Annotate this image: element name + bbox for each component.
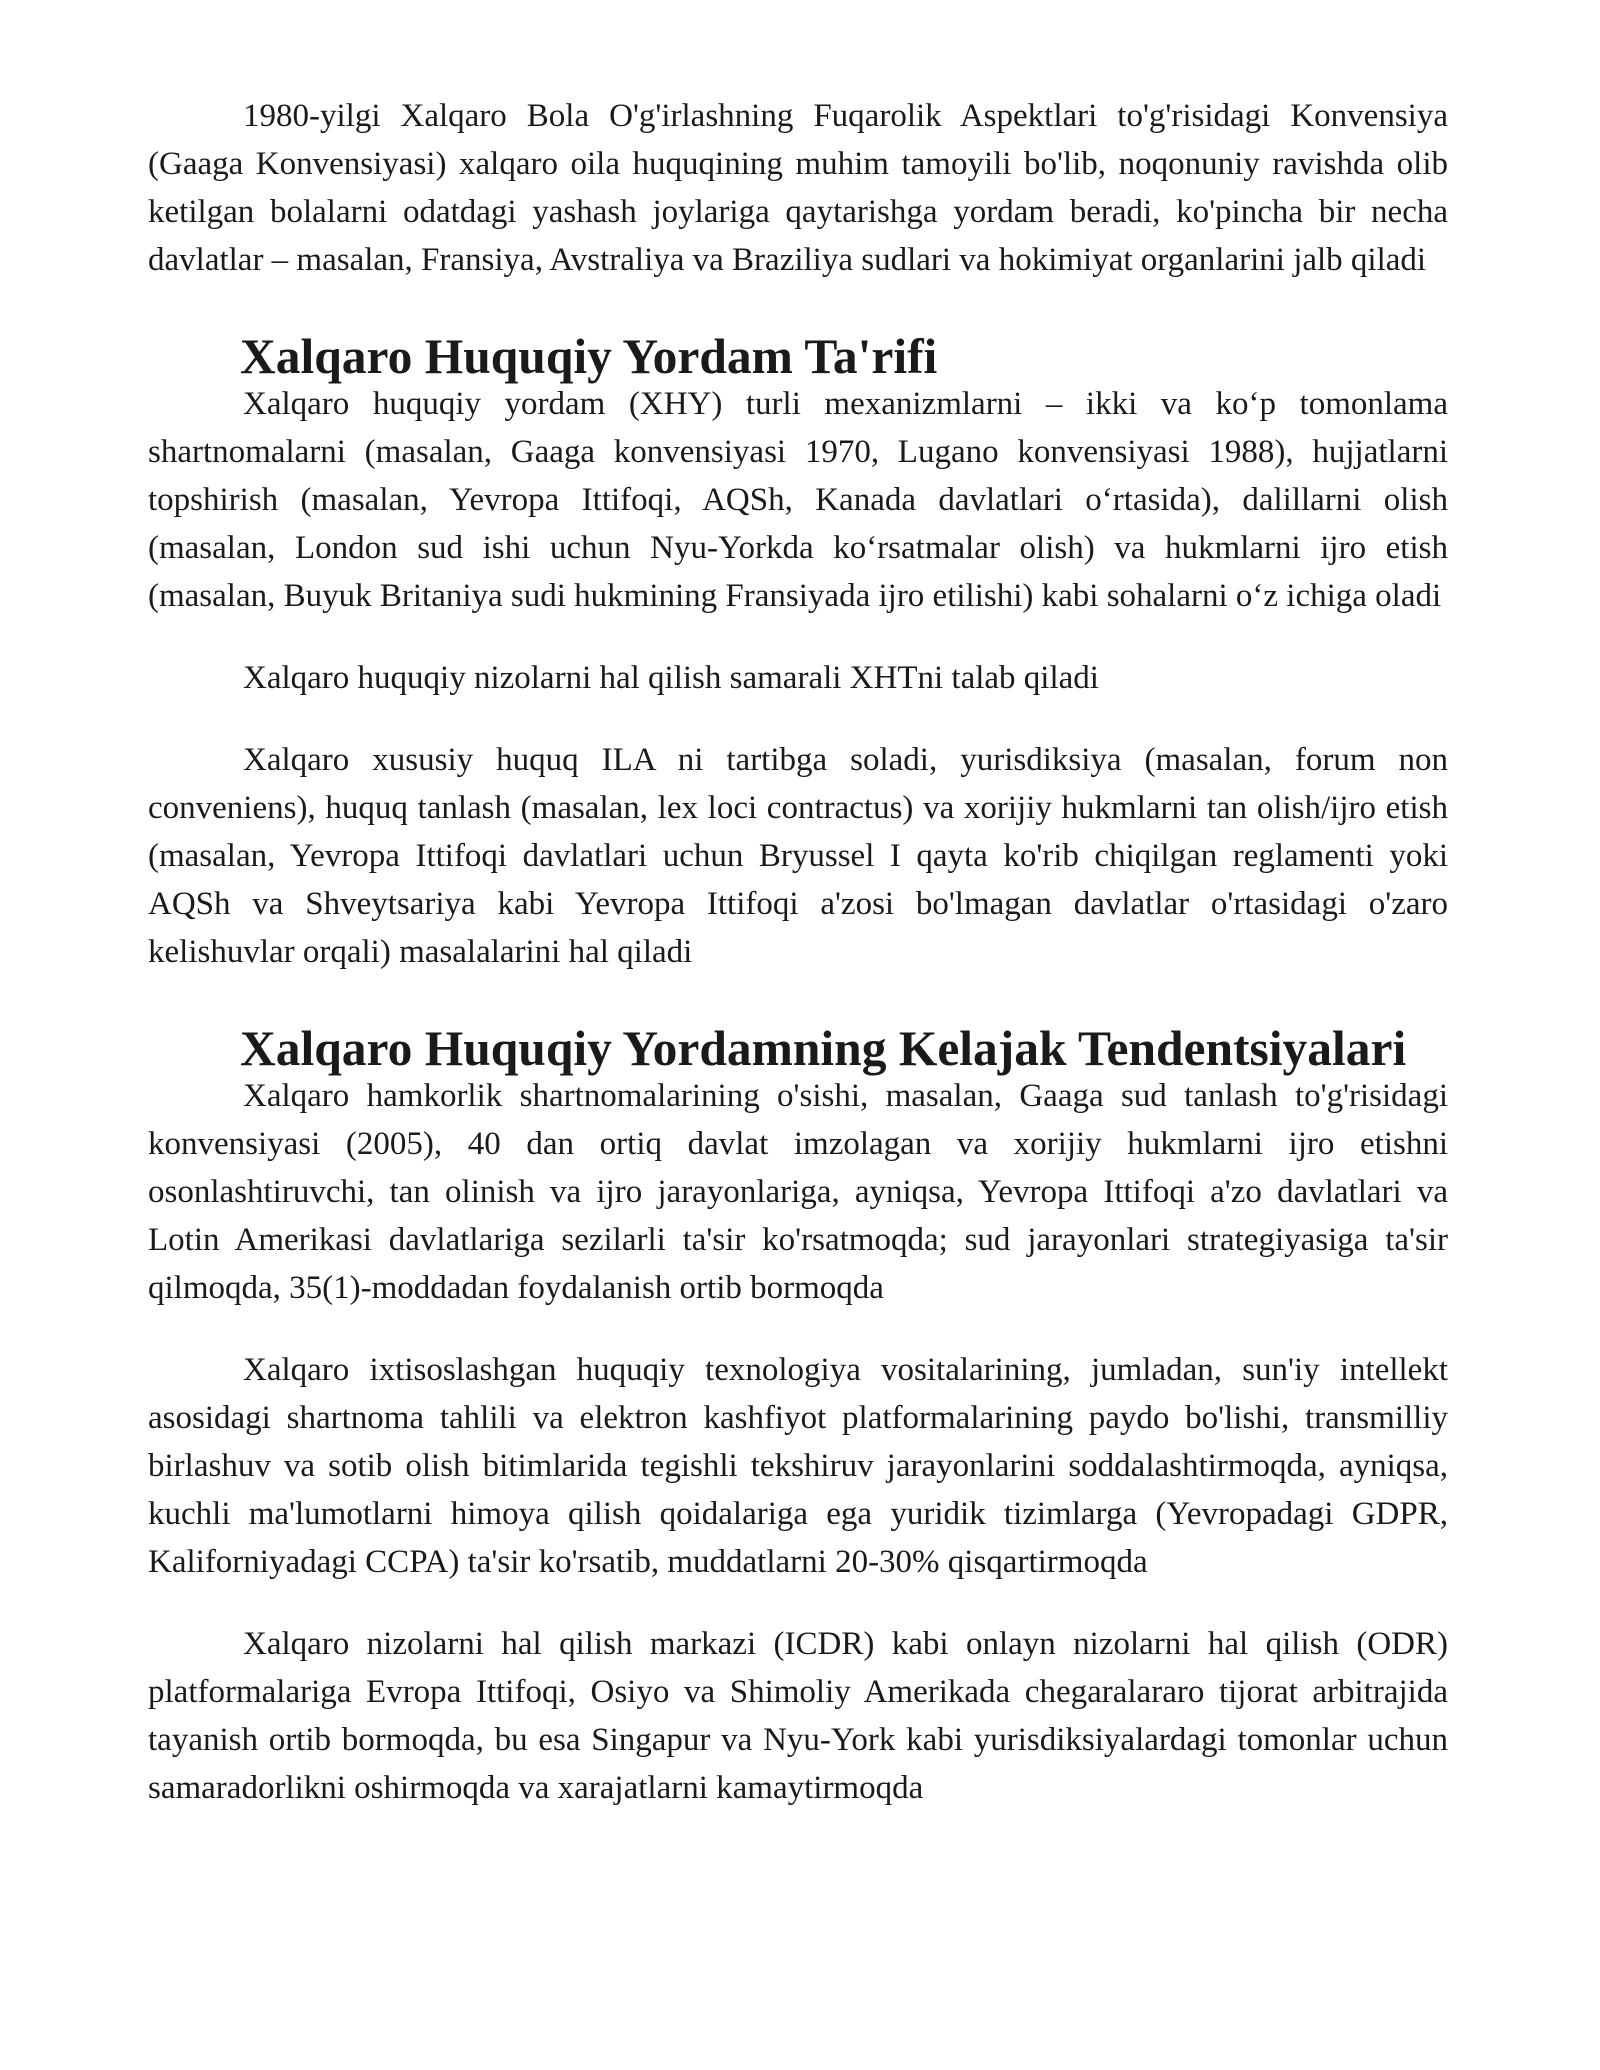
paragraph-cooperation-treaties: Xalqaro hamkorlik shartnomalarining o'sishi, masalan, Gaaga sud tanlash to'g'risidagi konvensiyasi (2005), 40 dan ortiq davlat imzolagan va xorijiy hukmlarni ijro etishni osonlashtiruvchi, tan olinish va ijro jarayonlariga, ayniqsa, Yevropa Ittifoqi a'zo davlatlari va Lotin Amerikasi davlatlariga sezilarli ta'sir ko'rsatmoqda; sud jarayonlari strategiyasiga ta'sir qilmoqda, 35(1)-moddadan foydalanish ortib bormoqda [148,1078,1448,1306]
paragraph-dispute-resolution: Xalqaro huquqiy nizolarni hal qilish samarali XHTni talab qiladi [243,660,1099,696]
heading-future-trends: Xalqaro Huquqiy Yordamning Kelajak Tendentsiyalari [240,1021,1407,1076]
paragraph-legal-assistance-mechanisms: Xalqaro huquqiy yordam (XHY) turli mexanizmlarni – ikki va ko‘p tomonlama shartnomalarni (masalan, Gaaga konvensiyasi 1970, Lugano konvensiyasi 1988), hujjatlarni topshirish (masalan, Yevropa Ittifoqi, AQSh, Kanada davlatlari o‘rtasida), dalillarni olish (masalan, London sud ishi uchun Nyu-Yorkda ko‘rsatmalar olish) va hukmlarni ijro etish (masalan, Buyuk Britaniya sudi hukmining Fransiyada ijro etilishi) kabi sohalarni o‘z ichiga oladi [148,386,1448,614]
paragraph-hague-child-abduction: 1980-yilgi Xalqaro Bola O'g'irlashning Fuqarolik Aspektlari to'g'risidagi Konvensiya (Gaaga Konvensiyasi) xalqaro oila huquqining muhim tamoyili bo'lib, noqonuniy ravishda olib ketilgan bolalarni odatdagi yashash joylariga qaytarishga yordam beradi, ko'pincha bir necha davlatlar – masalan, Fransiya, Avstraliya va Braziliya sudlari va hokimiyat organlarini jalb qiladi [148,98,1448,278]
paragraph-legal-technology: Xalqaro ixtisoslashgan huquqiy texnologiya vositalarining, jumladan, sun'iy intellekt asosidagi shartnoma tahlili va elektron kashfiyot platformalarining paydo bo'lishi, transmilliy birlashuv va sotib olish bitimlarida tegishli tekshiruv jarayonlarini soddalashtirmoqda, ayniqsa, kuchli ma'lumotlarni himoya qilish qoidalariga ega yuridik tizimlarga (Yevropadagi GDPR, Kaliforniyadagi CCPA) ta'sir ko'rsatib, muddatlarni 20-30% qisqartirmoqda [148,1352,1448,1580]
paragraph-private-international-law: Xalqaro xususiy huquq ILA ni tartibga soladi, yurisdiksiya (masalan, forum non conveniens), huquq tanlash (masalan, lex loci contractus) va xorijiy hukmlarni tan olish/ijro etish (masalan, Yevropa Ittifoqi davlatlari uchun Bryussel I qayta ko'rib chiqilgan reglamenti yoki AQSh va Shveytsariya kabi Yevropa Ittifoqi a'zosi bo'lmagan davlatlar o'rtasidagi o'zaro kelishuvlar orqali) masalalarini hal qiladi [148,742,1448,970]
document-page [148,92,1448,1812]
heading-legal-assistance-definition: Xalqaro Huquqiy Yordam Ta'rifi [240,329,938,384]
paragraph-online-dispute-resolution: Xalqaro nizolarni hal qilish markazi (ICDR) kabi onlayn nizolarni hal qilish (ODR) platformalariga Evropa Ittifoqi, Osiyo va Shimoliy Amerikada chegaralararo tijorat arbitrajida tayanish ortib bormoqda, bu esa Singapur va Nyu-York kabi yurisdiksiyalardagi tomonlar uchun samaradorlikni oshirmoqda va xarajatlarni kamaytirmoqda [148,1626,1448,1806]
